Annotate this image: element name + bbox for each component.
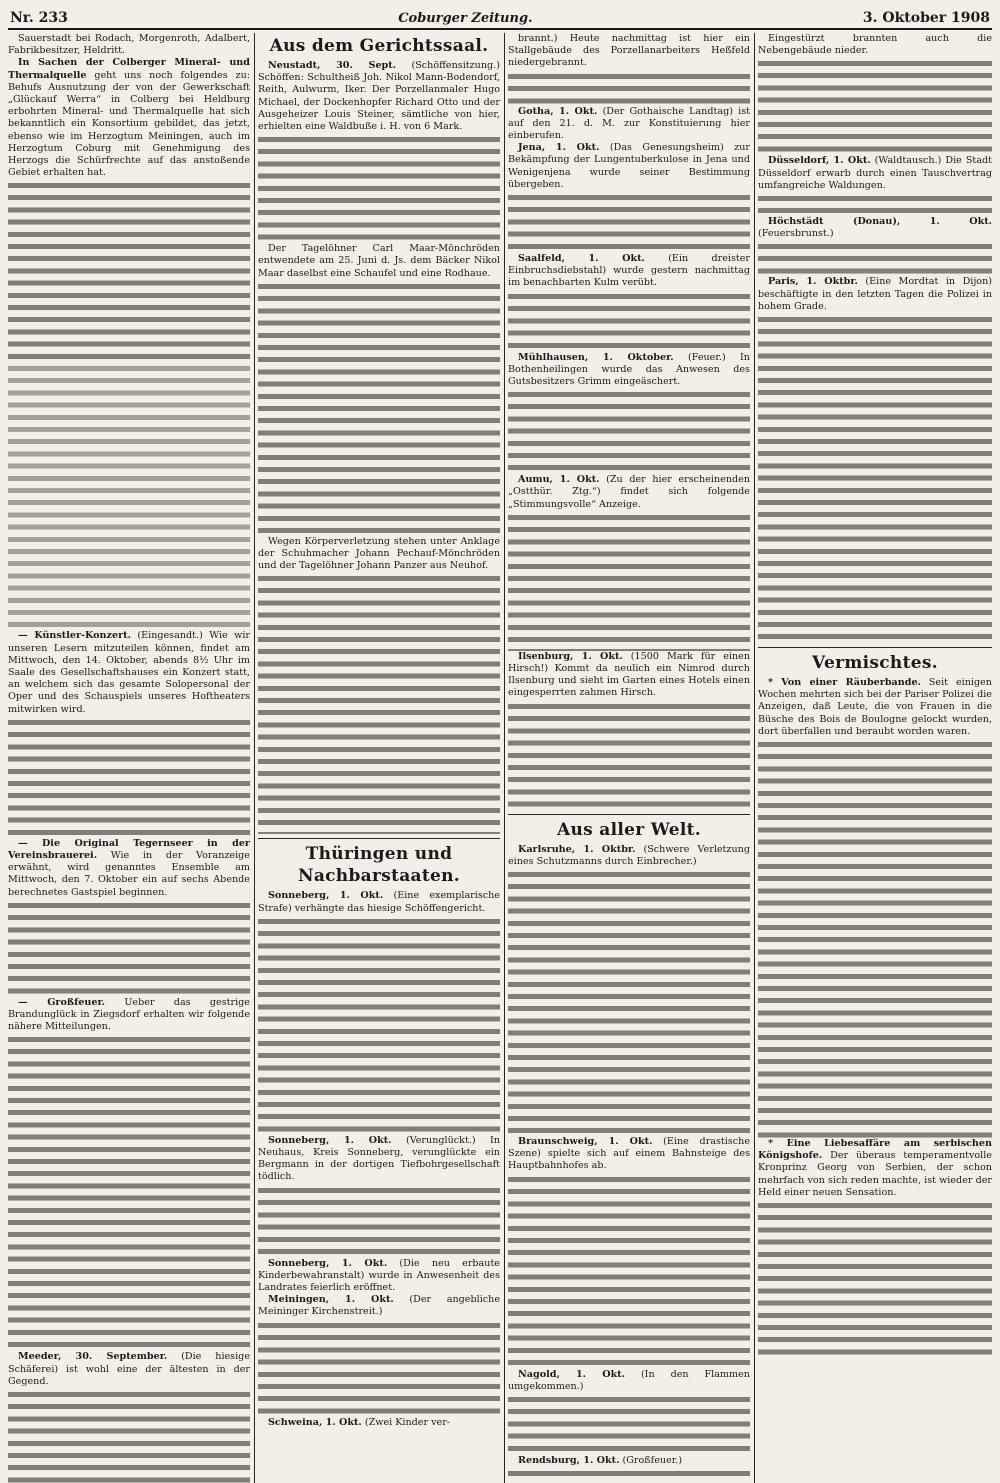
- article: [758, 677, 992, 738]
- article: [758, 276, 992, 313]
- article-heading: Meiningen, 1. Okt.: [268, 1294, 394, 1306]
- column-3: [508, 33, 750, 1483]
- article: [8, 630, 250, 715]
- article-heading: In Sachen der Colberger Mineral- und Thermalquelle: [8, 57, 250, 81]
- issue-date: 3. Oktober 1908: [862, 10, 990, 26]
- article-text: brannt.) Heute nachmittag ist hier ein Stallgebäude des Porzellanarbeiters Heßfeld niedergebrannt.: [508, 33, 750, 69]
- article: [8, 57, 250, 179]
- article: [508, 651, 750, 700]
- article: [258, 1417, 500, 1429]
- article-heading: Ilsenburg, 1. Okt.: [518, 650, 623, 662]
- article-continuation: [508, 700, 750, 810]
- article-text: (Feuer.) In Bothenheilingen wurde das Anwesen des Gutsbesitzers Grimm eingeäschert.: [508, 351, 750, 388]
- article-heading: — Großfeuer.: [18, 996, 105, 1008]
- section-heading: Aus aller Welt.: [557, 819, 701, 840]
- article-text: Wie in der Voranzeige erwähnt, wird genanntes Ensemble am Mittwoch, den 7. Oktober ein auf sechs Abende berechnetes Gastspiel beginnen.: [8, 850, 250, 898]
- article-continuation: [258, 1319, 500, 1417]
- article-heading: Gotha, 1. Okt.: [518, 105, 598, 117]
- article-continuation: [8, 716, 250, 838]
- article-heading: Braunschweig, 1. Okt.: [518, 1136, 653, 1148]
- article-continuation: [758, 192, 992, 216]
- article: [758, 216, 992, 240]
- article: [258, 1258, 500, 1295]
- column-2: [258, 33, 500, 1483]
- article-heading: Sonneberg, 1. Okt.: [268, 890, 384, 902]
- article-heading: * Eine Liebesaffäre am serbischen Königshofe.: [758, 1138, 992, 1162]
- section-divider: [758, 647, 992, 648]
- article-heading: — Die Original Tegernseer in der Vereinsbrauerei.: [8, 837, 250, 862]
- article-heading: Karlsruhe, 1. Oktbr.: [518, 843, 636, 855]
- article-heading: Rendsburg, 1. Okt.: [518, 1455, 620, 1467]
- article: [758, 1138, 992, 1199]
- article-continuation: [508, 70, 750, 106]
- article-text: (Verunglückt.) In Neuhaus, Kreis Sonneberg, verunglückte ein Bergmann in der dortigen Tiefbohrgesellschaft tödlich.: [258, 1134, 500, 1183]
- section-divider: [508, 814, 750, 815]
- article-text: (Schwere Verletzung eines Schutzmanns durch Einbrecher.): [508, 843, 750, 867]
- article-continuation: [258, 915, 500, 1135]
- article-continuation: [8, 899, 250, 997]
- column-1: [8, 33, 250, 1483]
- article: [508, 1455, 750, 1467]
- article-heading: Meeder, 30. September.: [18, 1351, 168, 1363]
- article: [258, 60, 500, 133]
- article-heading: Höchstädt (Donau), 1. Okt.: [768, 216, 992, 228]
- article: [8, 1351, 250, 1388]
- article: [8, 997, 250, 1034]
- article-text: (Die hiesige Schäferei) ist wohl eine der ältesten in der Gegend.: [8, 1351, 250, 1387]
- article-continuation: [508, 191, 750, 253]
- article: [508, 844, 750, 868]
- article-text: (Eine Mordtat in Dijon) beschäftigte in den letzten Tagen die Polizei in hohem Grade.: [758, 276, 992, 312]
- article-continuation: [258, 133, 500, 243]
- article-text: (Waldtausch.) Die Stadt Düsseldorf erwarb durch einen Tauschvertrag umfangreiche Waldungen.: [758, 155, 992, 191]
- article-heading: Neustadt, 30. Sept.: [268, 60, 397, 71]
- article-heading: Jena, 1. Okt.: [518, 142, 600, 154]
- article-text: (Der Gothaische Landtag) ist auf den 21. d. M. zur Konstituierung hier einberufen.: [508, 105, 750, 142]
- masthead: [8, 4, 992, 30]
- article-continuation: [508, 511, 750, 651]
- article-heading: Mühlhausen, 1. Oktober.: [518, 351, 674, 363]
- columns: [8, 33, 992, 1483]
- article-continuation: [758, 1199, 992, 1359]
- article-text: Eingestürzt brannten auch die Nebengebäude nieder.: [758, 33, 992, 57]
- issue-number: Nr. 233: [10, 10, 68, 26]
- article: [258, 1294, 500, 1318]
- article-text: geht uns noch folgendes zu: Behufs Ausnutzung der von der Gewerkschaft „Glückauf Werra“ in Colberg bei Heldburg erbohrten Mineral- und Thermalquelle hat sich bekanntlich ein Konsortium gebildet, das jetzt, ebenso wie im Herzogtum Meiningen, auch im Herzogtum Coburg mit Genehmigung des Herzogs die Schürfrechte auf das anstoßende Gebiet erhalten hat.: [8, 69, 250, 179]
- article-continuation: [8, 179, 250, 362]
- article: [508, 474, 750, 511]
- article-continuation: [508, 290, 750, 352]
- article: [508, 253, 750, 290]
- article-text: Wegen Körperverletzung stehen unter Anklage der Schuhmacher Johann Pechauf-Mönchröden und der Tagelöhner Johann Panzer aus Neuhof.: [258, 535, 500, 572]
- article-text: (Ein dreister Einbruchsdiebstahl) wurde gestern nachmittag im benachbarten Kulm verübt.: [508, 253, 750, 289]
- article: [508, 352, 750, 389]
- article-heading: Düsseldorf, 1. Okt.: [768, 155, 871, 167]
- article-heading: * Von einer Räuberbande.: [768, 677, 921, 689]
- article-continuation: [758, 57, 992, 155]
- article: [258, 890, 500, 914]
- article-continuation: [758, 738, 992, 1138]
- article: [8, 838, 250, 899]
- article: [508, 106, 750, 143]
- article: [508, 142, 750, 191]
- article-continuation: [758, 313, 992, 643]
- section-heading: Aus dem Gerichtssaal.: [269, 36, 489, 56]
- article-text: Ueber das gestrige Brandunglück in Ziegsdorf erhalten wir folgende nähere Mitteilungen.: [8, 996, 250, 1033]
- article-text: (Großfeuer.): [622, 1455, 683, 1467]
- article-text: (Eingesandt.) Wie wir unseren Lesern mitzuteilen können, findet am Mittwoch, den 14. Oktober, abends 8½ Uhr im Saale des Gesellschaftshauses ein Konzert statt, an welchem sich das gesamte Solopersonal der Oper und des Schauspiels unseres Hoftheaters mitwirken wird.: [8, 630, 250, 715]
- section-divider: [258, 838, 500, 839]
- article: [508, 1136, 750, 1173]
- column-divider: [254, 33, 255, 1483]
- article-continuation: [508, 1393, 750, 1455]
- article-text: (Schöffensitzung.) Schöffen: Schultheiß Joh. Nikol Mann-Bodendorf, Reith, Aulwurm, Iker. Der Porzellanmaler Hugo Michael, der Dockenhopfer Richard Otto und der Ausgeheizer Louis Steiner, sämtliche von hier, erhielten eine Waldbuße i. H. von 6 Mark.: [258, 60, 500, 133]
- article: [508, 1369, 750, 1393]
- section-heading: Thüringen und Nachbarstaaten.: [297, 844, 461, 887]
- article-text: (Der angebliche Meininger Kirchenstreit.): [258, 1294, 500, 1318]
- article-heading: Aumu, 1. Okt.: [518, 474, 600, 486]
- article-text: (1500 Mark für einen Hirsch!) Kommt da neulich ein Nimrod durch Ilsenburg und sieht im Garten eines Hotels einen eingesperrten zahmen Hirsch.: [508, 650, 750, 699]
- article-text: (Feuersbrunst.): [758, 228, 834, 240]
- article-heading: Sonneberg, 1. Okt.: [268, 1257, 388, 1269]
- article-text: (Eine exemplarische Strafe) verhängte das hiesige Schöffengericht.: [258, 890, 500, 914]
- article-continuation: [8, 1033, 250, 1351]
- article-continuation: [758, 240, 992, 276]
- article-continuation: [8, 1388, 250, 1483]
- article-text: Der Tagelöhner Carl Maar-Mönchröden entwendete am 25. Juni d. Js. dem Bäcker Nikol Maar daselbst eine Schaufel und eine Rodhaue.: [258, 243, 500, 279]
- article-heading: Schweina, 1. Okt.: [268, 1416, 362, 1428]
- article-continuation: [8, 362, 250, 630]
- column-divider: [504, 33, 505, 1483]
- article-text: Sauerstadt bei Rodach, Morgenroth, Adalbert, Fabrikbesitzer, Heldritt.: [8, 33, 250, 57]
- article-text: (Eine drastische Szene) spielte sich auf einem Bahnsteige des Hauptbahnhofes ab.: [508, 1136, 750, 1172]
- article-continuation: [508, 1173, 750, 1369]
- article-continuation: [508, 388, 750, 474]
- article-continuation: [258, 280, 500, 536]
- article-continuation: [258, 1184, 500, 1258]
- article-text: Seit einigen Wochen mehrten sich bei der Pariser Polizei die Anzeigen, daß Leute, die von Frauen in die Büsche des Bois de Boulogne gelockt wurden, dort überfallen und beraubt worden waren.: [758, 677, 992, 737]
- article-heading: Paris, 1. Oktbr.: [768, 276, 858, 288]
- article: [258, 1135, 500, 1184]
- column-4: [758, 33, 992, 1483]
- article-continuation: [258, 572, 500, 834]
- article-text: (Das Genesungsheim) zur Bekämpfung der Lungentuberkulose in Jena und Wenigenjena wurde seiner Bestimmung übergeben.: [508, 142, 750, 190]
- article-heading: Saalfeld, 1. Okt.: [518, 253, 645, 265]
- paper-title: Coburger Zeitung.: [398, 11, 533, 26]
- article-text: (Zwei Kinder ver-: [364, 1416, 451, 1428]
- article-continuation: [508, 1467, 750, 1483]
- article-heading: Nagold, 1. Okt.: [518, 1368, 626, 1380]
- article-heading: — Künstler-Konzert.: [18, 630, 131, 642]
- article: [758, 155, 992, 192]
- article-text: (In den Flammen umgekommen.): [508, 1368, 750, 1392]
- article-text: (Zu der hier erscheinenden „Ostthür. Ztg.“) findet sich folgende „Stimmungsvolle“ Anzeige.: [508, 474, 750, 510]
- article-continuation: [508, 868, 750, 1136]
- section-heading: Vermischtes.: [812, 653, 938, 674]
- article-text: Der überaus temperamentvolle Kronprinz Georg von Serbien, der schon mehrfach von sich reden machte, ist wieder der Held einer neuen Sensation.: [758, 1150, 992, 1198]
- column-divider: [754, 33, 755, 1483]
- article-heading: Sonneberg, 1. Okt.: [268, 1134, 392, 1146]
- article-text: (Die neu erbaute Kinderbewahranstalt) wurde in Anwesenheit des Landrates feierlich eröffnet.: [258, 1257, 500, 1294]
